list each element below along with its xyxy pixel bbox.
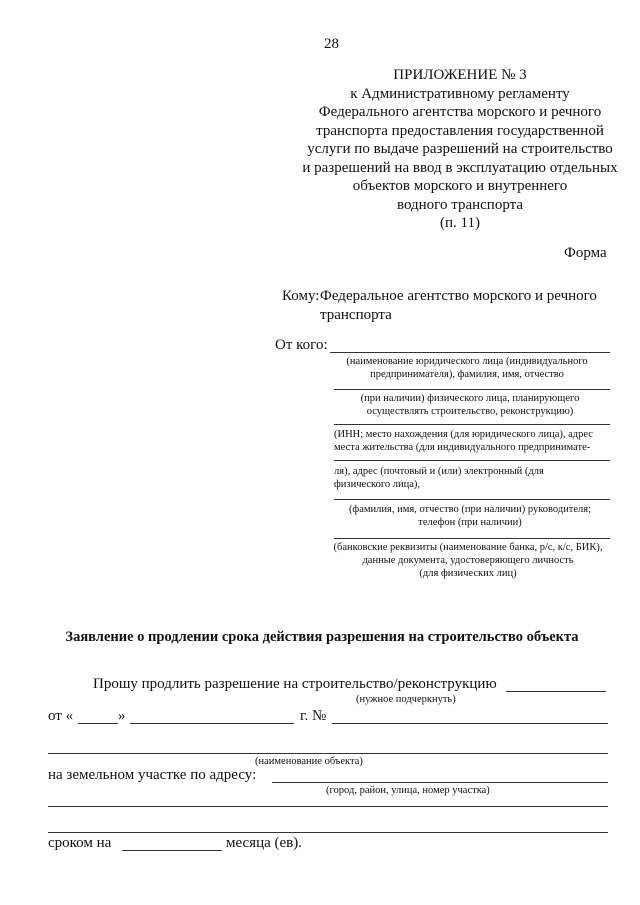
appendix-title: ПРИЛОЖЕНИЕ № 3 (393, 67, 527, 83)
appendix-line: Федерального агентства морского и речного (318, 104, 602, 120)
from-input-line[interactable] (334, 389, 610, 390)
from-input-line[interactable] (334, 460, 610, 461)
from-input-line[interactable] (334, 499, 610, 500)
to-value: Федеральное агентство морского и речного (320, 288, 597, 304)
address-hint: (город, район, улица, номер участка) (326, 785, 490, 796)
from-hint: (банковские реквизиты (наименование банка, р/с, к/с, БИК), данные документа, удостоверяющего личность (для физических лиц) (333, 542, 603, 579)
from-hint: (наименование юридического лица (индивидуального предпринимателя), фамилия, имя, отчество (346, 356, 588, 380)
appendix-line: транспорта предоставления государственной (316, 122, 604, 139)
appendix-line: водного транспорта (396, 196, 524, 213)
document-title: Заявление о продлении срока действия разрешения на строительство объекта (65, 629, 579, 645)
address-label: на земельном участке по адресу: (48, 767, 257, 783)
from-hint: (ИНН; место нахождения (для юридического лица), адрес места жительства (для индивидуального предпринимате- (334, 429, 593, 453)
from-input-line[interactable] (330, 352, 610, 353)
from-hint: ля), адрес (почтовый и (или) электронный (для физического лица), (334, 466, 544, 490)
appendix-line: и разрешений на ввод в эксплуатацию отдельных (302, 159, 618, 176)
from-hint: (при наличии) физического лица, планирующего осуществлять строительство, реконструкцию) (360, 393, 580, 417)
request-type-line[interactable] (506, 691, 606, 692)
term-label: сроком на (48, 835, 112, 851)
number-label: г. № (300, 708, 327, 724)
appendix-clause: (п. 11) (440, 215, 480, 231)
appendix-line: к Административному регламенту (350, 85, 570, 102)
term-suffix: месяца (ев). (226, 835, 302, 851)
request-hint: (нужное подчеркнуть) (356, 694, 456, 705)
from-label: От кого: (275, 337, 328, 353)
address-line[interactable] (272, 782, 608, 783)
date-month-line[interactable] (130, 723, 294, 724)
date-prefix: от « (48, 708, 74, 724)
appendix-line: объектов морского и внутреннего (352, 178, 568, 194)
address-line-3[interactable] (48, 832, 608, 833)
address-line-2[interactable] (48, 806, 608, 807)
page-number: 28 (324, 36, 339, 52)
to-value: транспорта (320, 307, 392, 323)
to-label: Кому: (282, 288, 320, 304)
object-name-line[interactable] (48, 753, 608, 754)
date-day-line[interactable] (78, 723, 118, 724)
term-months-line[interactable] (122, 850, 222, 851)
from-hint: (фамилия, имя, отчество (при наличии) руководителя; телефон (при наличии) (348, 504, 592, 528)
object-hint: (наименование объекта) (255, 756, 363, 767)
permit-number-line[interactable] (332, 723, 608, 724)
form-label: Форма (564, 245, 607, 261)
from-input-line[interactable] (334, 424, 610, 425)
from-input-line[interactable] (334, 538, 610, 539)
date-mid: » (118, 708, 126, 724)
appendix-line: услуги по выдаче разрешений на строительство (307, 141, 613, 157)
request-text: Прошу продлить разрешение на строительство/реконструкцию (93, 676, 497, 692)
